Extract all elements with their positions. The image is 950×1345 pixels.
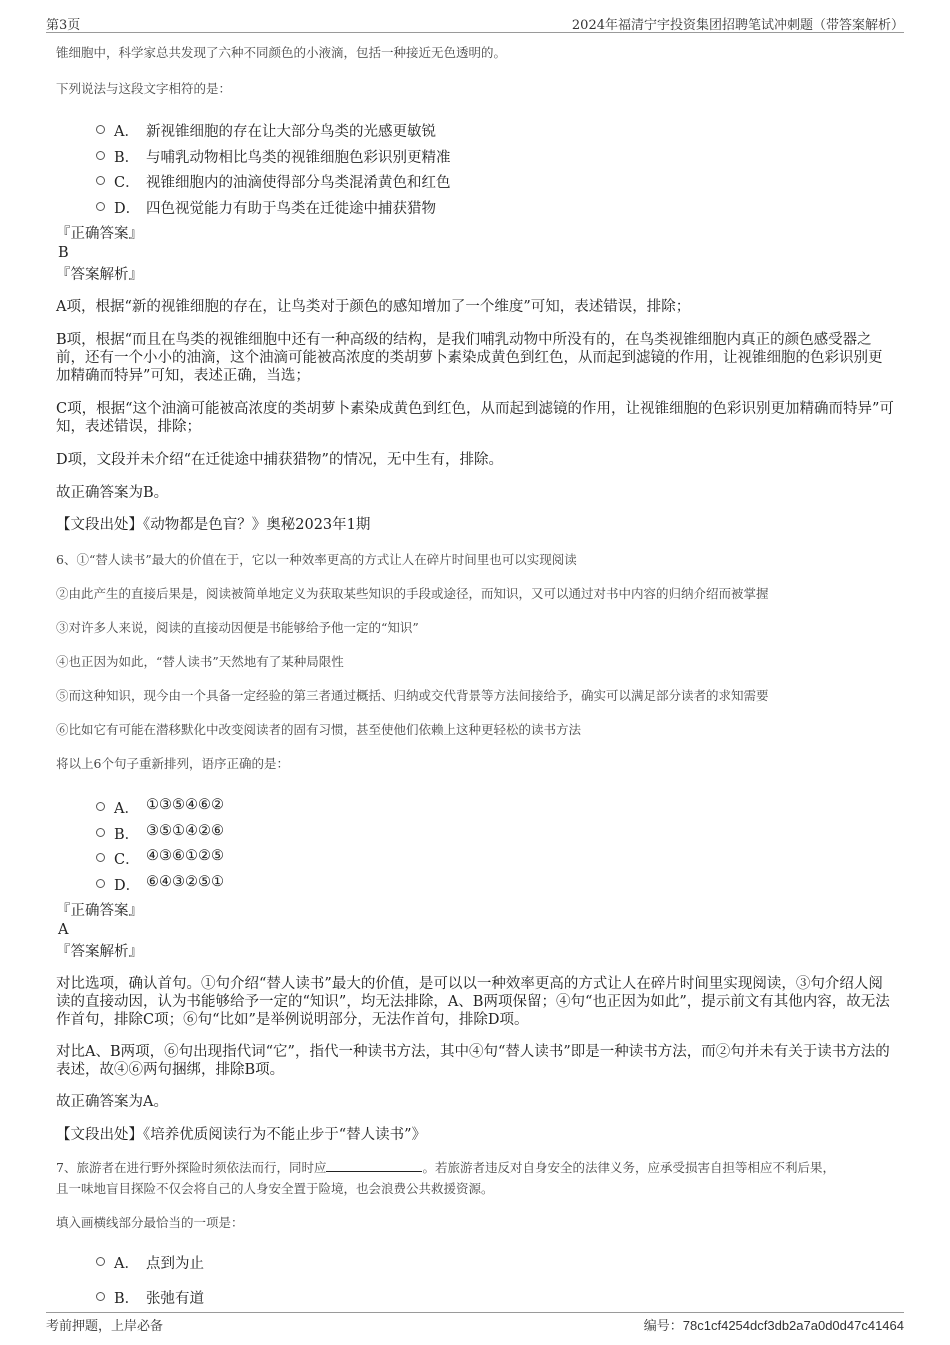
q7-option-a[interactable]: A． 点到为止 — [96, 1250, 896, 1285]
q6-option-c[interactable]: C． ④③⑥①②⑤ — [96, 846, 896, 872]
q5-analysis-d: D项，文段并未介绍“在迁徙途中捕获猎物”的情况，无中生有，排除。 — [56, 452, 503, 468]
q6-options — [96, 795, 896, 897]
q7-prompt: 填入画横线部分最恰当的一项是： — [56, 1215, 244, 1230]
q5-analysis-label: 『答案解析』 — [56, 267, 143, 283]
q5-analysis-a: A项，根据“新的视锥细胞的存在，让鸟类对于颜色的感知增加了一个维度”可知，表述错误，排除； — [56, 299, 691, 315]
q6-conclusion: 故正确答案为A。 — [56, 1094, 168, 1110]
q5-answer-label: 『正确答案』 — [56, 226, 143, 242]
page-number: 第3页 — [46, 18, 81, 33]
page-header — [46, 12, 904, 33]
q6-source: 【文段出处】《培养优质阅读行为不能止步于“替人读书”》 — [56, 1127, 427, 1143]
page-footer — [46, 1312, 904, 1333]
q6-sentence-5: ⑤而这种知识，现今由一个具备一定经验的第三者通过概括、归纳或交代背景等方法间接给予，确实可以满足部分读者的求知需要 — [56, 688, 769, 703]
radio-icon[interactable] — [96, 853, 105, 862]
radio-icon[interactable] — [96, 879, 105, 888]
q5-options — [96, 118, 896, 220]
q5-option-b[interactable]: B． 与哺乳动物相比鸟类的视锥细胞色彩识别更精准 — [96, 144, 896, 170]
code-label: 编号： — [643, 1319, 683, 1334]
q6-analysis-1: 对比选项，确认首句。①句介绍“替人读书”最大的价值，是可以以一种效率更高的方式让人在碎片时间里实现阅读，③句介绍人阅读的直接动因，认为书能够给予一定的“知识”，均无法排除，A、B两项保留；④句“也正因为如此”，提示前文有其他内容，故无法作首句，排除C项；⑥句“比如”是举例说明部分，无法作首句，排除D项。 — [56, 976, 890, 1028]
code-value: 78c1cf4254dcf3db2a7a0d0d47c41464 — [682, 1318, 904, 1333]
radio-icon[interactable] — [96, 176, 105, 185]
q5-option-c[interactable]: C． 视锥细胞内的油滴使得部分鸟类混淆黄色和红色 — [96, 169, 896, 195]
q6-option-a[interactable]: A． ①③⑤④⑥② — [96, 795, 896, 821]
q5-prompt: 下列说法与这段文字相符的是： — [56, 81, 232, 96]
radio-icon[interactable] — [96, 1292, 105, 1301]
q5-analysis-b: B项，根据“而且在鸟类的视锥细胞中还有一种高级的结构，是我们哺乳动物中所没有的，在鸟类视锥细胞内真正的颜色感受器之前，还有一个小小的油滴，这个油滴可能被高浓度的类胡萝卜素染成黄色到红色，从而起到滤镜的作用，让视锥细胞的色彩识别更加精确而特异”可知，表述正确，当选； — [56, 332, 883, 384]
q6-analysis-label: 『答案解析』 — [56, 944, 143, 960]
q6-sentence-2: ②由此产生的直接后果是，阅读被简单地定义为获取某些知识的手段或途径，而知识，又可以通过对书中内容的归纳介绍而被掌握 — [56, 586, 769, 601]
q7-blank — [326, 1159, 422, 1172]
q6-option-b[interactable]: B． ③⑤①④②⑥ — [96, 821, 896, 847]
q7-option-b[interactable]: B． 张弛有道 — [96, 1285, 896, 1311]
document-code — [644, 1315, 904, 1334]
q6-sentence-4: ④也正因为如此，“替人读书”天然地有了某种局限性 — [56, 654, 344, 669]
q6-answer: A — [58, 922, 69, 938]
document-title: 2024年福清宁宇投资集团招聘笔试冲刺题（带答案解析） — [571, 18, 904, 33]
radio-icon[interactable] — [96, 202, 105, 211]
q6-option-d[interactable]: D． ⑥④③②⑤① — [96, 872, 896, 898]
page-content — [56, 44, 896, 1311]
q7-options — [96, 1250, 896, 1311]
q5-answer: B — [58, 245, 69, 261]
q7-stem — [56, 1159, 896, 1177]
q6-answer-label: 『正确答案』 — [56, 903, 143, 919]
radio-icon[interactable] — [96, 125, 105, 134]
radio-icon[interactable] — [96, 151, 105, 160]
footer-slogan: 考前押题，上岸必备 — [46, 1319, 164, 1334]
q5-analysis-c: C项，根据“这个油滴可能被高浓度的类胡萝卜素染成黄色到红色，从而起到滤镜的作用，让视锥细胞的色彩识别更加精确而特异”可知，表述错误，排除； — [56, 401, 894, 435]
q5-source: 【文段出处】《动物都是色盲？》奥秘2023年1期 — [56, 517, 371, 533]
q7-stem-line2: 且一味地盲目探险不仅会将自己的人身安全置于险境，也会浪费公共救援资源。 — [56, 1181, 494, 1196]
q6-sentence-6: ⑥比如它有可能在潜移默化中改变阅读者的固有习惯，甚至使他们依赖上这种更轻松的读书方法 — [56, 722, 582, 737]
radio-icon[interactable] — [96, 828, 105, 837]
q6-analysis-2: 对比A、B两项，⑥句出现指代词“它”，指代一种读书方法，其中④句“替人读书”即是一种读书方法，而②句并未有关于读书方法的表述，故④⑥两句捆绑，排除B项。 — [56, 1044, 890, 1078]
radio-icon[interactable] — [96, 1257, 105, 1266]
q7-stem-after: 。若旅游者违反对自身安全的法律义务，应承受损害自担等相应不利后果， — [422, 1160, 835, 1175]
q6-prompt: 将以上6个句子重新排列，语序正确的是： — [56, 756, 289, 771]
q5-option-d[interactable]: D． 四色视觉能力有助于鸟类在迁徙途中捕获猎物 — [96, 195, 896, 221]
q5-passage-tail: 锥细胞中，科学家总共发现了六种不同颜色的小液滴，包括一种接近无色透明的。 — [56, 45, 507, 60]
q5-option-a[interactable]: A． 新视锥细胞的存在让大部分鸟类的光感更敏锐 — [96, 118, 896, 144]
q6-sentence-1: 6、①“替人读书”最大的价值在于，它以一种效率更高的方式让人在碎片时间里也可以实现阅读 — [56, 552, 577, 567]
q5-conclusion: 故正确答案为B。 — [56, 485, 169, 501]
q6-sentence-3: ③对许多人来说，阅读的直接动因便是书能够给予他一定的“知识” — [56, 620, 419, 635]
radio-icon[interactable] — [96, 802, 105, 811]
q7-stem-before: 7、旅游者在进行野外探险时须依法而行，同时应 — [56, 1160, 327, 1175]
